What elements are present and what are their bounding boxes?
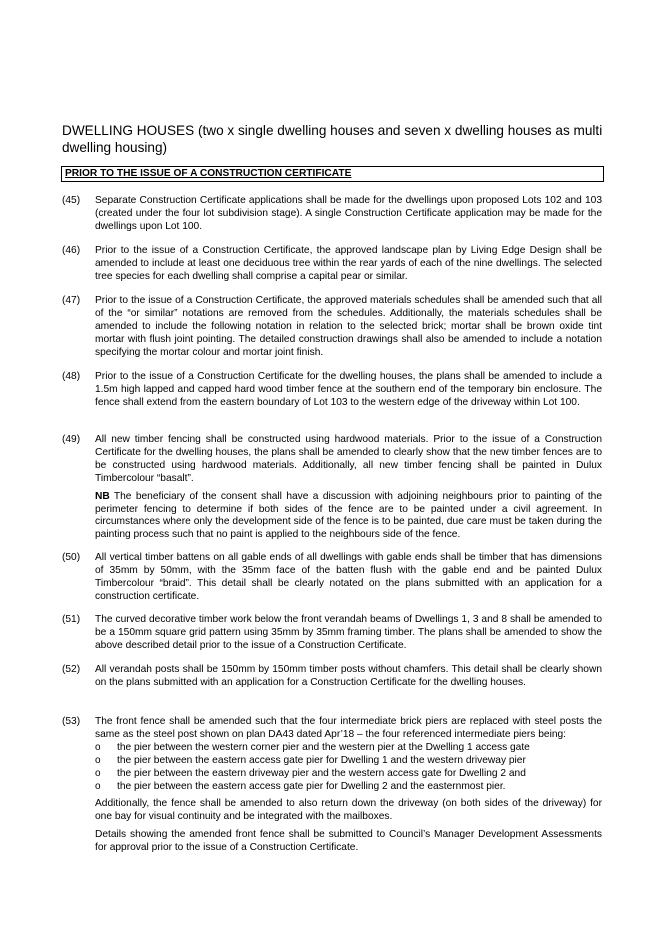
condition-text: Separate Construction Certificate applications shall be made for the dwellings upon proposed Lots 102 and 103 (created under the four lot subdivision stage). A single Construction Certificate application may be made for the dwellings upon Lot 100. [95,195,602,232]
condition-text: Prior to the issue of a Construction Certificate for the dwelling houses, the plans shall be amended to include a 1.5m high lapped and capped hard wood timber fence at the southern end of the temporary bin enclosure. The fence shall extend from the eastern boundary of Lot 103 to the western edge of the driveway within Lot 100. [95,371,602,408]
condition-52 [62,664,602,690]
list-item: o the pier between the eastern access gate pier for Dwelling 1 and the western driveway pier [95,754,526,766]
condition-text: Prior to the issue of a Construction Certificate, the approved landscape plan by Living Edge Design shall be amended to include at least one deciduous tree within the rear yards of each of the nine dwellings. The selected tree species for each dwelling shall comprise a capital pear or similar. [95,245,602,282]
condition-paragraph: Details showing the amended front fence shall be submitted to Council’s Manager Development Assessments for approval prior to the issue of a Construction Certificate. [95,829,602,854]
list-item: o the pier between the eastern access gate pier for Dwelling 2 and the easternmost pier. [95,780,506,792]
condition-number: (52) [62,664,81,675]
bullet-circle-icon: o [95,741,101,753]
note-text: The beneficiary of the consent shall have a discussion with adjoining neighbours prior to painting of the perimeter fencing to determine if both sides of the fence are to be painted under a civil agreement. In circumstances where only the development side of the fence is to be painted, due care must be taken during the painting process such that no paint is applied to the neighbours side of the fence. [95,490,602,541]
condition-49 [62,434,602,542]
condition-text: All new timber fencing shall be constructed using hardwood materials. Prior to the issue of a Construction Certificate for the dwelling houses, the plans shall be amended to clearly show that the new timber fences are to be constructed using hardwood materials. Additionally, all new timber fencing shall be painted in Dulux Timbercolour “basalt”. [95,434,602,484]
bullet-circle-icon: o [95,780,101,792]
condition-46 [62,245,602,284]
bullet-circle-icon: o [95,767,101,779]
condition-note [95,491,602,543]
document-heading: DWELLING HOUSES (two x single dwelling houses and seven x dwelling houses as multi dwelling housing) [62,123,603,155]
condition-number: (48) [62,371,81,382]
condition-text: Prior to the issue of a Construction Certificate, the approved materials schedules shall be amended such that all of the “or similar” notations are removed from the schedules. Additionally, the materials schedules shall be amended to include the following notation in relation to the selected brick; mortar shall be brown oxide tint mortar with flush joint pointing. The detailed construction drawings shall also be amended to include a notation specifying the mortar colour and mortar joint finish. [95,295,602,358]
condition-text: All vertical timber battens on all gable ends of all dwellings with gable ends shall be timber that has dimensions of 35mm by 50mm, with the 35mm face of the batten flush with the gable end and be painted Dulux Timbercolour “braid”. This detail shall be clearly notated on the plans submitted with an application for a construction certificate. [95,552,602,602]
condition-text: The front fence shall be amended such that the four intermediate brick piers are replaced with steel posts the same as the steel post shown on plan DA43 dated Apr’18 – the four referenced intermediate piers being: [95,716,602,740]
section-header-box [61,166,604,182]
bullet-circle-icon: o [95,754,101,766]
condition-45 [62,195,602,234]
list-item: o the pier between the eastern driveway pier and the western access gate for Dwelling 2 and [95,767,526,779]
list-item: o the pier between the western corner pier and the western pier at the Dwelling 1 access gate [95,741,530,753]
condition-number: (45) [62,195,81,206]
condition-number: (49) [62,434,81,445]
condition-47 [62,295,602,360]
condition-53 [62,716,602,855]
condition-50 [62,552,602,604]
note-label: NB [95,490,110,502]
condition-48 [62,371,602,410]
condition-text: The curved decorative timber work below the front verandah beams of Dwellings 1, 3 and 8 shall be amended to be a 150mm square grid pattern using 35mm by 35mm framing timber. The plans shall be amended to show the above described detail prior to the issue of a Construction Certificate. [95,614,602,651]
condition-51 [62,614,602,653]
condition-number: (46) [62,245,81,256]
section-header: PRIOR TO THE ISSUE OF A CONSTRUCTION CERTIFICATE [65,168,352,179]
pier-list [95,742,602,794]
condition-text: All verandah posts shall be 150mm by 150mm timber posts without chamfers. This detail shall be clearly shown on the plans submitted with an application for a Construction Certificate for the dwelling houses. [95,664,602,688]
condition-number: (50) [62,552,81,563]
condition-number: (51) [62,614,81,625]
condition-number: (47) [62,295,81,306]
condition-paragraph: Additionally, the fence shall be amended to also return down the driveway (on both sides of the driveway) for one bay for visual continuity and be integrated with the mailboxes. [95,798,602,823]
condition-number: (53) [62,716,81,727]
